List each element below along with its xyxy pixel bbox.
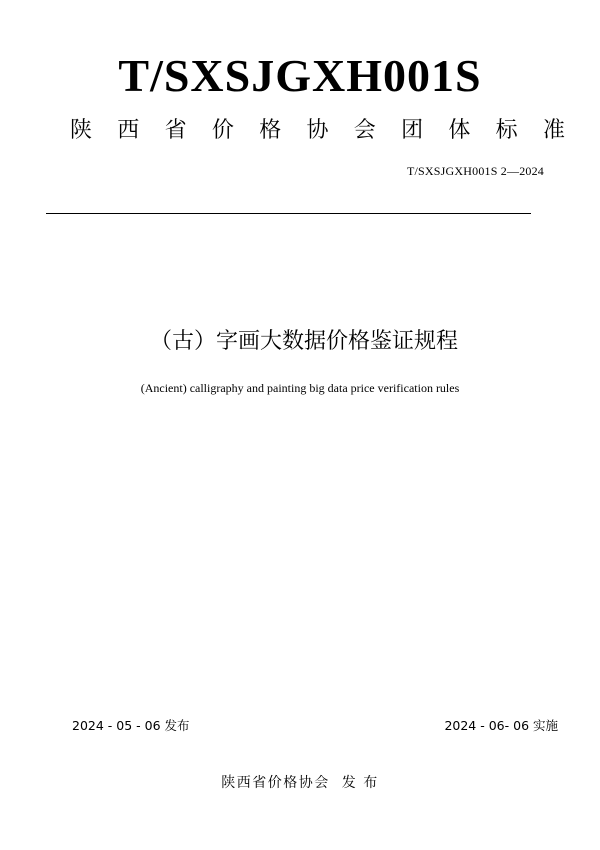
header-divider [46,213,531,214]
association-title-char: 团 [401,118,424,143]
association-title-char: 标 [495,118,518,143]
association-title-char: 陕 [70,118,93,143]
association-title-char: 准 [542,118,565,143]
implementation-date: 2024 - 06- 06 实施 [444,718,558,733]
english-title: (Ancient) calligraphy and painting big data price verification rules [140,381,460,395]
association-title-char: 体 [448,118,471,143]
association-title-char: 格 [259,118,282,143]
association-title-char: 省 [164,118,187,143]
association-title-char: 协 [306,118,329,143]
association-title-char: 价 [211,118,234,143]
chinese-title: （古）字画大数据价格鉴证规程 [149,329,458,354]
publisher-name: 陕西省价格协会 [221,775,330,791]
publisher-line [0,773,600,793]
document-number: T/SXSJGXH001S 2—2024 [406,164,544,178]
standard-code: T/SXSJGXH001S [118,50,482,101]
publisher-action: 发 布 [341,775,379,791]
association-title-char: 西 [117,118,140,143]
association-standard-title [70,117,565,145]
issue-date: 2024 - 05 - 06 发布 [72,718,190,733]
association-title-char: 会 [353,118,376,143]
